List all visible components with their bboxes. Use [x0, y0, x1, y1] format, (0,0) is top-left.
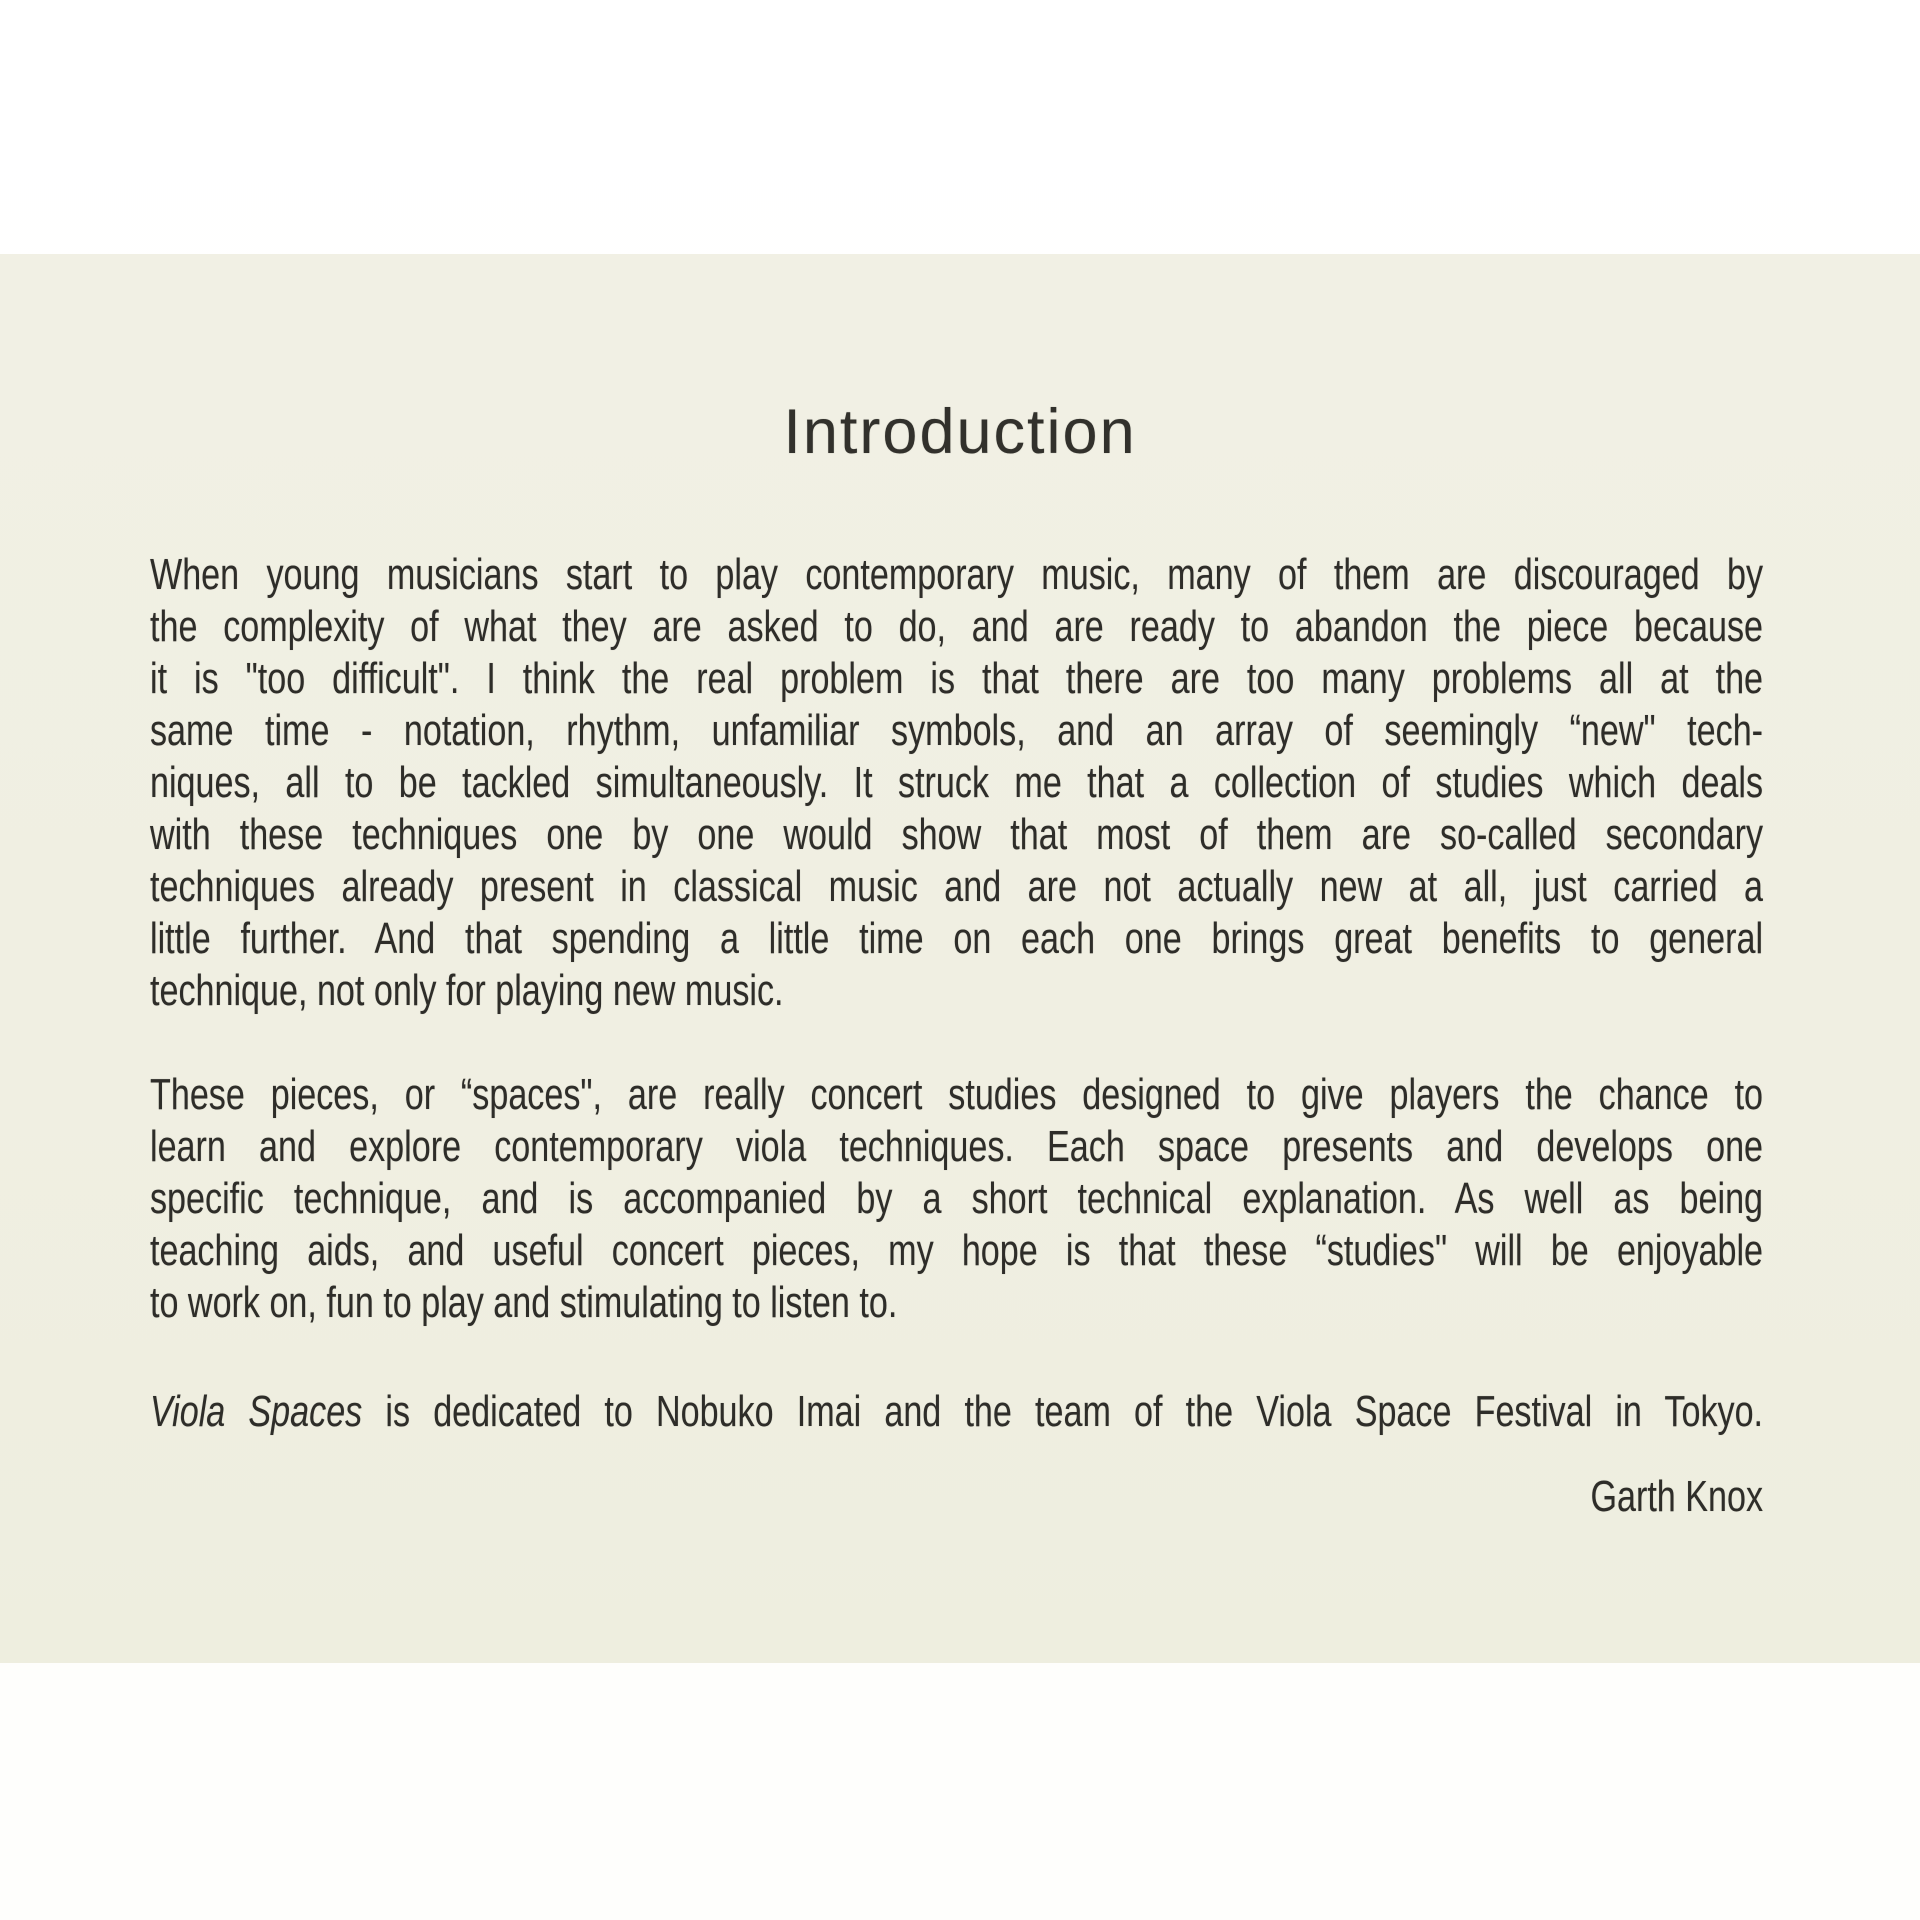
text-line: technique, not only for playing new music.	[150, 966, 784, 1015]
dedication-work-title: Viola Spaces	[150, 1387, 363, 1436]
book-page	[0, 254, 1920, 1663]
text-line: specific technique, and is accompanied by a short technical explanation. As well as being	[150, 1174, 1764, 1223]
text-line: with these techniques one by one would show that most of them are so-called secondary	[150, 810, 1764, 859]
text-line: These pieces, or “spaces", are really concert studies designed to give players the chance to	[150, 1070, 1764, 1119]
text-line: little further. And that spending a little time on each one brings great benefits to general	[150, 914, 1764, 963]
dedication-text: is dedicated to Nobuko Imai and the team of the Viola Space Festival in Tokyo.	[362, 1387, 1764, 1436]
text-line: to work on, fun to play and stimulating to listen to.	[150, 1278, 898, 1327]
text-line: learn and explore contemporary viola techniques. Each space presents and develops one	[150, 1122, 1764, 1171]
paragraph-1	[150, 549, 1763, 1017]
text-line: techniques already present in classical music and are not actually new at all, just carried a	[150, 862, 1764, 911]
text-line: teaching aids, and useful concert pieces, my hope is that these “studies" will be enjoyable	[150, 1226, 1764, 1275]
page-title: Introduction	[783, 397, 1137, 467]
text-line: it is "too difficult". I think the real problem is that there are too many problems all at the	[150, 654, 1764, 703]
signature: Garth Knox	[1590, 1472, 1764, 1521]
text-line: same time - notation, rhythm, unfamiliar symbols, and an array of seemingly “new" tech-	[150, 706, 1764, 755]
text-line: When young musicians start to play contemporary music, many of them are discouraged by	[150, 550, 1764, 599]
paragraph-2	[150, 1069, 1763, 1329]
text-line: the complexity of what they are asked to do, and are ready to abandon the piece because	[150, 602, 1764, 651]
dedication-line	[150, 1386, 1763, 1438]
text-block	[150, 549, 1770, 1523]
text-line: niques, all to be tackled simultaneously. It struck me that a collection of studies which deals	[150, 758, 1764, 807]
